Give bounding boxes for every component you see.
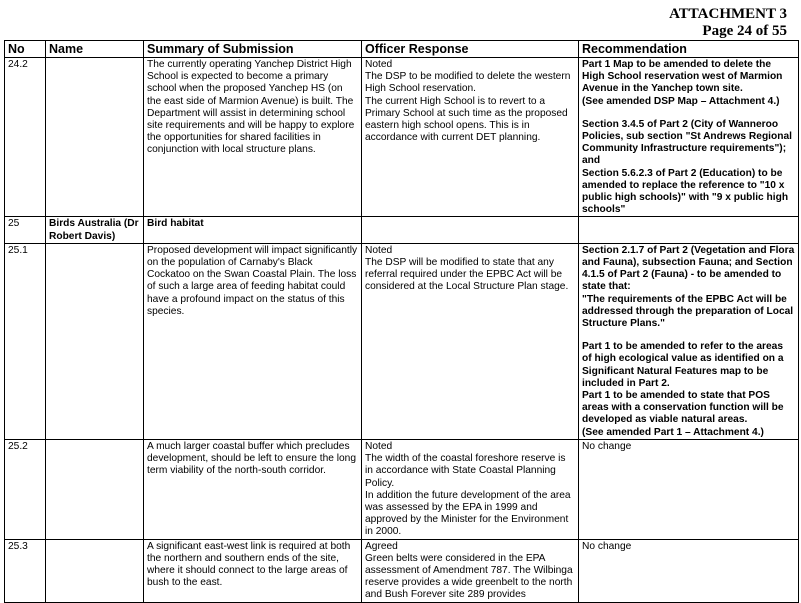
- row-summary: A much larger coastal buffer which precludes development, should be left to ensure the long term viability of the north-south corridor.: [144, 439, 362, 539]
- response-para: The DSP to be modified to delete the western High School reservation.: [365, 71, 571, 95]
- row-summary: The currently operating Yanchep District High School is expected to become a primary school when the proposed Yanchep HS (on the east side of Marmion Avenue) is built. The Department will assist in determining school site requirements and will be happy to explore the opportunities for shared facilities in conjunction with local structure plans.: [144, 58, 362, 217]
- row-response: [362, 243, 579, 439]
- recommendation-para: Section 2.1.7 of Part 2 (Vegetation and Flora and Fauna), subsection Fauna; and Section 4.1.5 of Part 2 (Fauna) - to be amended to state that:: [582, 244, 795, 293]
- recommendation-para: (See amended DSP Map – Attachment 4.): [582, 95, 780, 107]
- row-no: 25: [5, 217, 46, 243]
- col-header-summary: Summary of Submission: [144, 41, 362, 58]
- response-para: Green belts were considered in the EPA assessment of Amendment 787. The Wilbinga reserve provides a wide greenbelt to the north and Bush Forever site 289 provides: [365, 552, 573, 601]
- response-para: Noted: [365, 244, 393, 256]
- table-row: [5, 217, 799, 243]
- recommendation-para: Section 3.4.5 of Part 2 (City of Wanneroo Policies, sub section "St Andrews Regional Community Infrastructure requirements"); and: [582, 118, 792, 167]
- recommendation-para: "The requirements of the EPBC Act will be addressed through the preparation of Local Structure Plans.": [582, 293, 794, 330]
- recommendation-para: (See amended Part 1 – Attachment 4.): [582, 426, 764, 438]
- row-name: [46, 58, 144, 217]
- col-header-name: Name: [46, 41, 144, 58]
- response-para: The current High School is to revert to a Primary School at such time as the proposed eastern high school opens. This is in accordance with current DET planning.: [365, 95, 568, 144]
- recommendation-para: Part 1 Map to be amended to delete the High School reservation west of Marmion Avenue in the Yanchep town site.: [582, 59, 783, 95]
- response-para: The DSP will be modified to state that any referral required under the EPBC Act will be considered at the Local Structure Plan stage.: [365, 257, 569, 293]
- response-para: In addition the future development of the area was assessed by the EPA in 1999 and approved by the Minister for the Environment in 2000.: [365, 489, 571, 538]
- row-name: [46, 439, 144, 539]
- recommendation-para: Part 1 to be amended to state that POS areas with a conservation function will be developed as viable natural areas.: [582, 390, 784, 426]
- row-response: [362, 58, 579, 217]
- col-header-response: Officer Response: [362, 41, 579, 58]
- row-no: 25.1: [5, 243, 46, 439]
- row-recommendation: [579, 243, 799, 439]
- response-para: Noted: [365, 59, 393, 70]
- attachment-label: ATTACHMENT 3: [669, 6, 787, 22]
- row-name: Birds Australia (Dr Robert Davis): [46, 217, 144, 243]
- page-number: Page 24 of 55: [702, 23, 787, 39]
- recommendation-para: Part 1 to be amended to refer to the areas of high ecological value as identified on a Significant Natural Features map to be included in Part 2.: [582, 341, 784, 389]
- submissions-table: [4, 40, 799, 603]
- row-name: [46, 243, 144, 439]
- row-response: [362, 539, 579, 602]
- row-name: [46, 539, 144, 602]
- row-no: 25.2: [5, 439, 46, 539]
- row-no: 24.2: [5, 58, 46, 217]
- row-summary: A significant east-west link is required at both the northern and southern ends of the site, where it should connect to the large areas of bush to the east.: [144, 539, 362, 602]
- row-recommendation: [579, 58, 799, 217]
- col-header-no: No: [5, 41, 46, 58]
- table-row: [5, 439, 799, 539]
- table-header-row: [5, 41, 799, 58]
- row-recommendation: No change: [579, 439, 799, 539]
- row-response: [362, 439, 579, 539]
- table-row: [5, 539, 799, 602]
- row-response: [362, 217, 579, 243]
- row-no: 25.3: [5, 539, 46, 602]
- col-header-recommendation: Recommendation: [579, 41, 799, 58]
- attachment-header: [669, 6, 787, 40]
- response-para: Agreed: [365, 540, 398, 552]
- row-recommendation: No change: [579, 539, 799, 602]
- recommendation-para: Section 5.6.2.3 of Part 2 (Education) to be amended to replace the reference to "10 x public high schools)" with "9 x public high schools": [582, 167, 789, 216]
- row-summary: Bird habitat: [144, 217, 362, 243]
- response-para: Noted: [365, 440, 393, 452]
- table-row: [5, 243, 799, 439]
- response-para: The width of the coastal foreshore reserve is in accordance with State Coastal Planning Policy.: [365, 453, 566, 489]
- table-row: [5, 58, 799, 217]
- row-summary: Proposed development will impact significantly on the population of Carnaby's Black Cockatoo on the Swan Coastal Plain. The loss of such a large area of feeding habitat could have a profound impact on the status of this species.: [144, 243, 362, 439]
- row-recommendation: [579, 217, 799, 243]
